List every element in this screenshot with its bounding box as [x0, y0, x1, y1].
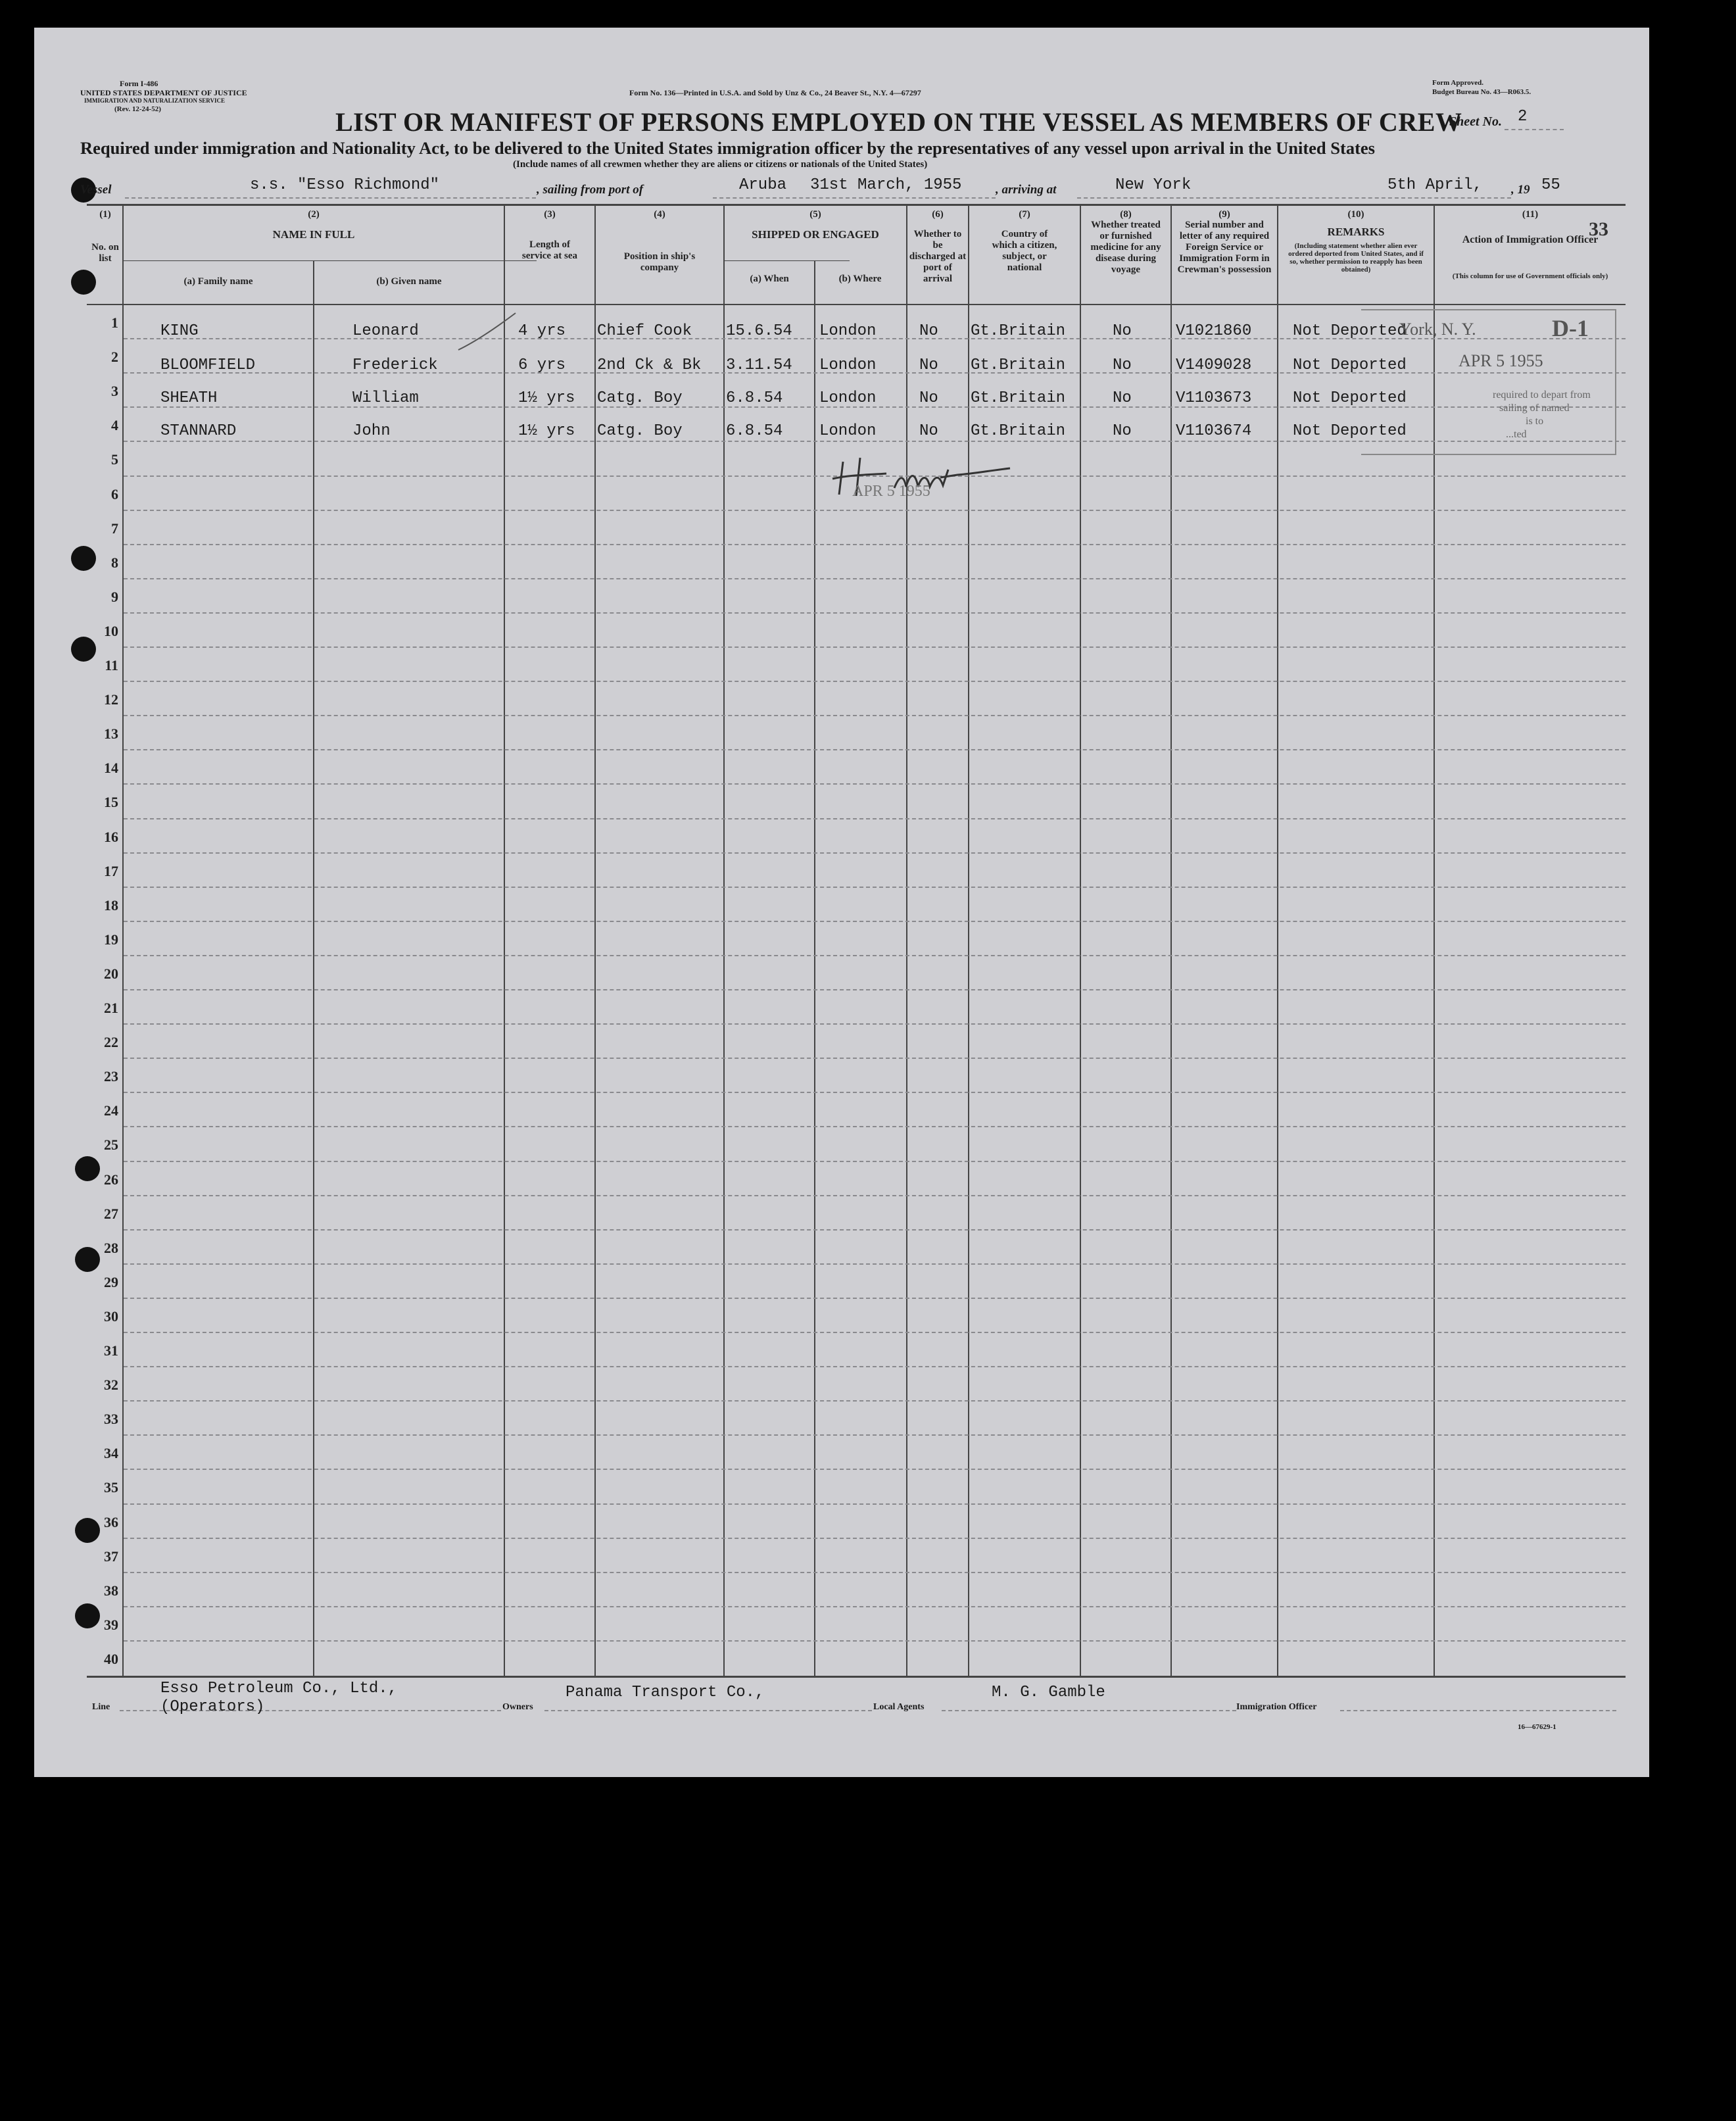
owners-company: Panama Transport Co., [566, 1684, 765, 1701]
medicine: No [1113, 389, 1132, 407]
vessel-label: Vessel [80, 183, 112, 197]
row-number: 12 [104, 691, 118, 708]
col2-header: NAME IN FULL [272, 228, 355, 241]
row-number: 19 [104, 931, 118, 948]
stamp-city: York, N. Y. [1399, 320, 1476, 339]
shipped-where: London [819, 356, 877, 374]
column-divider [1080, 204, 1081, 1677]
printer-line: Form No. 136—Printed in U.S.A. and Sold by Unz & Co., 24 Beaver St., N.Y. 4—67297 [629, 88, 921, 97]
country: Gt.Britain [971, 322, 1066, 340]
col5-header: SHIPPED OR ENGAGED [752, 228, 879, 241]
col4-number: (4) [654, 209, 665, 220]
row-number: 40 [104, 1650, 118, 1667]
row-number: 30 [104, 1307, 118, 1325]
discharged: No [919, 389, 938, 407]
shipped-where: London [819, 389, 877, 407]
given-name: Frederick [352, 356, 438, 374]
footer-underline [1340, 1710, 1616, 1711]
col10-number: (10) [1347, 209, 1364, 220]
footer-officer-label: Immigration Officer [1236, 1702, 1317, 1712]
row-number: 8 [111, 554, 118, 571]
col10-header: REMARKS [1327, 226, 1385, 238]
column-divider [594, 204, 596, 1677]
col7-number: (7) [1019, 209, 1030, 220]
row-number: 13 [104, 725, 118, 743]
row-number: 3 [111, 383, 118, 400]
stamp-date: APR 5 1955 [1459, 351, 1543, 370]
header-bottom-border [87, 304, 1626, 305]
col10-note: (Including statement whether alien ever ordered deported from United States, and if so, whether permission to reapply has been obtained) [1288, 242, 1424, 274]
row-separator [124, 1503, 1626, 1505]
family-name: BLOOMFIELD [160, 356, 256, 374]
row-number: 7 [111, 520, 118, 537]
line-company-role: (Operators) [160, 1698, 265, 1716]
remarks: Not Deported [1293, 356, 1407, 374]
footer-line-label: Line [92, 1702, 110, 1712]
form-revision: (Rev. 12-24-52) [114, 105, 161, 113]
col11-header: Action of Immigration Officer [1462, 234, 1599, 245]
country: Gt.Britain [971, 422, 1066, 440]
row-number: 35 [104, 1479, 118, 1496]
country: Gt.Britain [971, 389, 1066, 407]
family-name: KING [160, 322, 199, 340]
row-number: 27 [104, 1205, 118, 1222]
col2a-header: (a) Family name [183, 276, 253, 287]
col1-number: (1) [99, 209, 111, 220]
departure-port: Aruba [739, 176, 787, 194]
row-number: 34 [104, 1445, 118, 1462]
serial-number: V1021860 [1176, 322, 1252, 340]
row-separator [124, 1126, 1626, 1127]
position: 2nd Ck & Bk [597, 356, 702, 374]
row-number: 31 [104, 1342, 118, 1359]
family-name: STANNARD [160, 422, 237, 440]
length-of-service: 4 yrs [518, 322, 566, 340]
column-divider [1277, 204, 1278, 1677]
row-number: 18 [104, 896, 118, 914]
row-separator [124, 612, 1626, 614]
col5-number: (5) [809, 209, 821, 220]
footer-owners-label: Owners [502, 1702, 533, 1712]
column-divider [968, 204, 969, 1677]
arrival-year: 55 [1541, 176, 1560, 194]
row-separator [124, 749, 1626, 750]
row-number: 9 [111, 588, 118, 605]
position: Chief Cook [597, 322, 692, 340]
row-number: 15 [104, 794, 118, 811]
col9-number: (9) [1218, 209, 1230, 220]
port-underline [713, 197, 996, 199]
given-name: Leonard [352, 322, 419, 340]
sailing-label: , sailing from port of [537, 183, 644, 197]
row-number: 37 [104, 1548, 118, 1565]
discharged: No [919, 322, 938, 340]
form-approved: Form Approved. [1432, 79, 1484, 87]
family-name: SHEATH [160, 389, 218, 407]
vessel-name: s.s. "Esso Richmond" [250, 176, 440, 194]
row-number: 11 [105, 657, 118, 673]
row-separator [124, 1400, 1626, 1402]
medicine: No [1113, 322, 1132, 340]
table-top-border [87, 204, 1626, 206]
row-separator [124, 1263, 1626, 1265]
row-separator [124, 1092, 1626, 1093]
name-subheader-rule [124, 260, 537, 261]
form-title: LIST OR MANIFEST OF PERSONS EMPLOYED ON THE VESSEL AS MEMBERS OF CREW [335, 107, 1462, 137]
shipped-when: 6.8.54 [726, 389, 783, 407]
row-number: 26 [104, 1171, 118, 1188]
row-separator [124, 681, 1626, 682]
given-name: John [352, 422, 391, 440]
manifest-sheet [34, 28, 1649, 1777]
row-number: 28 [104, 1239, 118, 1256]
stamp-code: D-1 [1552, 315, 1589, 341]
row-separator [124, 1538, 1626, 1539]
arrival-underline [1077, 197, 1511, 199]
row-number: 17 [104, 862, 118, 879]
row-number: 2 [111, 349, 118, 366]
department-name: UNITED STATES DEPARTMENT OF JUSTICE [80, 88, 247, 97]
col5b-header: (b) Where [838, 274, 882, 284]
service-name: IMMIGRATION AND NATURALIZATION SERVICE [84, 97, 225, 104]
given-name: William [352, 389, 419, 407]
punch-hole [71, 270, 96, 295]
sheet-underline [1505, 129, 1564, 130]
row-separator [124, 1023, 1626, 1025]
margin-number: 33 [1589, 218, 1608, 240]
col2-number: (2) [308, 209, 320, 220]
serial-number: V1409028 [1176, 356, 1252, 374]
row-separator [124, 989, 1626, 990]
footer-form-code: 16—67629-1 [1518, 1723, 1556, 1731]
year-prefix: , 19 [1511, 183, 1530, 197]
col11-number: (11) [1522, 209, 1539, 220]
shipped-where: London [819, 422, 877, 440]
stamp-text-line: is to [1526, 416, 1544, 427]
row-separator [124, 544, 1626, 545]
position: Catg. Boy [597, 422, 683, 440]
discharged: No [919, 422, 938, 440]
col6-number: (6) [932, 209, 944, 220]
serial-number: V1103673 [1176, 389, 1252, 407]
col7-header: Country of which a citizen, subject, or national [992, 229, 1057, 273]
row-separator [124, 818, 1626, 819]
row-separator [124, 578, 1626, 579]
remarks: Not Deported [1293, 422, 1407, 440]
row-number: 29 [104, 1273, 118, 1290]
local-agent: M. G. Gamble [992, 1684, 1105, 1701]
signature-date-stamp: APR 5 1955 [852, 483, 930, 500]
column-divider [814, 260, 815, 1677]
row-separator [124, 852, 1626, 854]
footer-agents-label: Local Agents [873, 1702, 925, 1712]
row-number: 22 [104, 1034, 118, 1051]
row-separator [124, 1298, 1626, 1299]
remarks: Not Deported [1293, 389, 1407, 407]
arrival-port: New York [1115, 176, 1192, 194]
immigration-stamp [1361, 309, 1616, 455]
row-separator [124, 955, 1626, 956]
col2b-header: (b) Given name [376, 276, 442, 287]
vessel-underline [125, 197, 536, 199]
col1-header: No. on list [91, 242, 119, 264]
row-number: 36 [104, 1513, 118, 1530]
row-number: 25 [104, 1136, 118, 1154]
column-divider [1170, 204, 1172, 1677]
stamp-text-line: ...ted [1506, 429, 1527, 440]
row-number: 38 [104, 1582, 118, 1599]
row-number: 39 [104, 1616, 118, 1633]
row-number: 24 [104, 1102, 118, 1119]
col5a-header: (a) When [750, 274, 789, 284]
row-separator [124, 715, 1626, 716]
row-number: 20 [104, 965, 118, 982]
length-of-service: 1½ yrs [518, 422, 575, 440]
row-number: 14 [104, 760, 118, 777]
length-of-service: 1½ yrs [518, 389, 575, 407]
shipped-where: London [819, 322, 877, 340]
length-of-service: 6 yrs [518, 356, 566, 374]
row-separator [124, 1469, 1626, 1470]
row-number: 6 [111, 485, 118, 502]
departure-date: 31st March, 1955 [810, 176, 962, 194]
arrival-date: 5th April, [1387, 176, 1483, 194]
col6-header: Whether to be discharged at port of arrival [909, 229, 967, 284]
col4-header: Position in ship's company [623, 251, 696, 273]
shipped-when: 15.6.54 [726, 322, 792, 340]
row-number: 21 [104, 1000, 118, 1016]
shipped-when: 3.11.54 [726, 356, 792, 374]
col8-header: Whether treated or furnished medicine for any disease during voyage [1090, 220, 1161, 275]
row-number: 33 [104, 1411, 118, 1428]
stamp-text-line: sailing of named [1499, 402, 1570, 414]
row-separator [124, 510, 1626, 511]
sheet-label: Sheet No. [1449, 114, 1502, 129]
shipped-when: 6.8.54 [726, 422, 783, 440]
row-number: 32 [104, 1377, 118, 1394]
row-number: 5 [111, 451, 118, 468]
subtitle-note: (Include names of all crewmen whether they are aliens or citizens or nationals of the United States) [513, 159, 928, 170]
row-separator [124, 921, 1626, 922]
row-separator [124, 783, 1626, 785]
col9-header: Serial number and letter of any required Foreign Service or Immigration Form in Crewman's possession [1177, 220, 1272, 275]
remarks: Not Deported [1293, 322, 1407, 340]
column-divider [313, 260, 314, 1677]
serial-number: V1103674 [1176, 422, 1252, 440]
row-number: 4 [111, 417, 118, 434]
medicine: No [1113, 422, 1132, 440]
row-number: 10 [104, 622, 118, 639]
row-separator [124, 1161, 1626, 1162]
shipped-subheader-rule [725, 260, 850, 261]
row-separator [124, 646, 1626, 648]
arriving-label: , arriving at [996, 183, 1057, 197]
row-separator [124, 1434, 1626, 1436]
table-bottom-border [87, 1676, 1626, 1678]
sheet-number: 2 [1518, 108, 1528, 126]
footer-underline [544, 1710, 872, 1711]
column-divider [906, 204, 907, 1677]
row-number: 1 [111, 314, 118, 331]
column-divider [504, 204, 505, 1677]
line-company: Esso Petroleum Co., Ltd., [160, 1680, 398, 1697]
row-separator [124, 1195, 1626, 1196]
col3-number: (3) [544, 209, 556, 220]
row-separator [124, 1366, 1626, 1367]
position: Catg. Boy [597, 389, 683, 407]
column-divider [723, 204, 725, 1677]
row-separator [124, 1229, 1626, 1231]
row-separator [124, 1640, 1626, 1642]
row-separator [124, 887, 1626, 888]
pen-mark [455, 309, 521, 355]
medicine: No [1113, 356, 1132, 374]
form-subtitle: Required under immigration and Nationality Act, to be delivered to the United States immigration officer by the representatives of any vessel upon arrival in the United States [80, 138, 1375, 158]
budget-bureau: Budget Bureau No. 43—R063.5. [1432, 88, 1531, 96]
row-separator [124, 1058, 1626, 1059]
discharged: No [919, 356, 938, 374]
col11-note: (This column for use of Government officials only) [1452, 272, 1608, 280]
row-separator [124, 1606, 1626, 1607]
col3-header: Length of service at sea [521, 239, 578, 261]
row-separator [124, 1572, 1626, 1573]
col8-number: (8) [1120, 209, 1132, 220]
row-number: 16 [104, 828, 118, 845]
footer-underline [942, 1710, 1236, 1711]
form-number: Form I-486 [120, 79, 158, 88]
row-separator [124, 1332, 1626, 1333]
row-number: 23 [104, 1068, 118, 1085]
column-divider [122, 204, 124, 1677]
country: Gt.Britain [971, 356, 1066, 374]
stamp-text-line: required to depart from [1493, 389, 1591, 401]
